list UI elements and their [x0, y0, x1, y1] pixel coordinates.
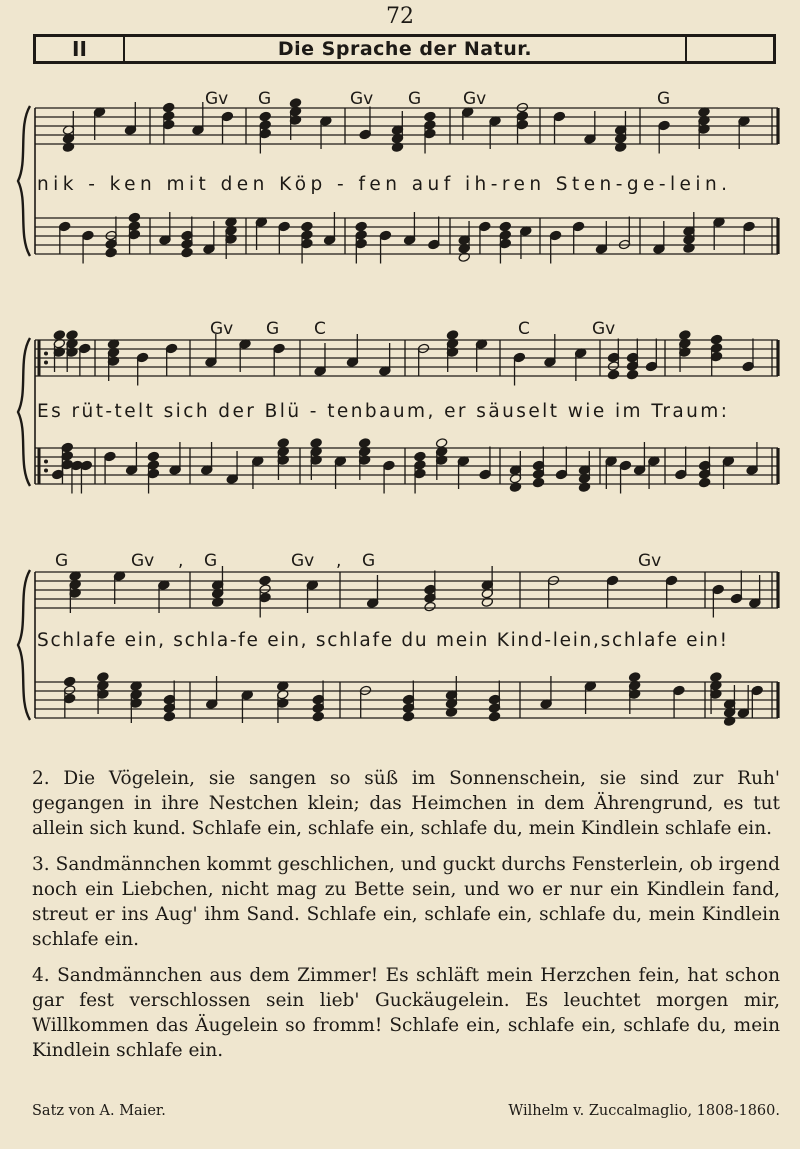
- verses: [32, 766, 780, 1074]
- chord-symbol: C: [314, 319, 326, 339]
- chord-symbol: G: [408, 89, 422, 109]
- chord-symbol: C: [518, 319, 530, 339]
- chord-symbol: Gv: [463, 89, 487, 109]
- repeat-dot: [44, 460, 48, 464]
- repeat-dot: [44, 352, 48, 356]
- chord-symbol: ,: [336, 551, 342, 571]
- chord-symbol: Gv: [291, 551, 315, 571]
- system-3: [18, 551, 778, 726]
- chord-symbol: Gv: [205, 89, 229, 109]
- note-head: [259, 111, 271, 122]
- song-title: Die Sprache der Natur.: [277, 38, 533, 60]
- note-head: [310, 438, 322, 449]
- verse-3: 3. Sandmännchen kommt geschlichen, und guckt durchs Fensterlein, ob irgend noch ein Liebchen, nicht mag zu Bette sein, und wo er nur ein Kindlein fand, streut er ins Aug' ihm Sand. Schlafe ein, schlafe ein, schlafe du, mein Kindlein schlafe ein.: [32, 854, 780, 950]
- note-head: [97, 672, 109, 683]
- chord-symbol: Gv: [638, 551, 662, 571]
- note-head: [424, 111, 436, 122]
- verse-4: 4. Sandmännchen aus dem Zimmer! Es schläft mein Herzchen fein, hat schon gar fest verschlossen sein lieb' Guckäugelein. Es leuchtet morgen mir, Willkommen das Äugelein so fromm! Schlafe ein, schlafe ein, schlafe du, mein Kindlein schlafe ein.: [32, 965, 780, 1061]
- note-head: [488, 711, 500, 722]
- chord-symbol: G: [204, 551, 218, 571]
- note-head: [355, 221, 367, 232]
- chord-symbol: Gv: [210, 319, 234, 339]
- lyrics-line: nik - ken mit den Köp - fen auf ih-ren Sten-ge-lein.: [37, 174, 728, 195]
- note-head: [607, 369, 619, 380]
- note-head: [626, 369, 638, 380]
- brace: [18, 570, 30, 720]
- note-head: [66, 330, 78, 341]
- note-head: [128, 212, 140, 223]
- page-number: 72: [386, 4, 414, 29]
- section-number: II: [36, 37, 125, 61]
- note-head: [402, 711, 414, 722]
- arranger-credit: Satz von A. Maier.: [32, 1103, 166, 1119]
- note-head: [710, 334, 722, 345]
- note-head: [312, 711, 324, 722]
- note-head: [162, 102, 174, 113]
- repeat-dot: [44, 361, 48, 365]
- note-head: [259, 575, 271, 586]
- note-head: [277, 438, 289, 449]
- note-head: [358, 438, 370, 449]
- brace: [18, 338, 30, 486]
- chord-symbol: G: [55, 551, 69, 571]
- chord-symbol: Gv: [131, 551, 155, 571]
- chord-symbol: G: [657, 89, 671, 109]
- chord-symbol: ,: [447, 319, 453, 339]
- chord-symbol: Gv: [592, 319, 616, 339]
- chord-symbol: G: [362, 551, 376, 571]
- author-credit: Wilhelm v. Zuccalmaglio, 1808-1860.: [508, 1103, 780, 1119]
- chord-symbol: G: [266, 319, 280, 339]
- note-head: [710, 672, 722, 683]
- note-head: [63, 676, 75, 687]
- note-head: [679, 330, 691, 341]
- note-head: [181, 247, 193, 258]
- note-head: [532, 477, 544, 488]
- note-head: [147, 451, 159, 462]
- brace: [18, 106, 30, 256]
- lyrics-line: Schlafe ein, schla-fe ein, schlafe du mein Kind-lein,schlafe ein!: [37, 630, 727, 651]
- note-head: [53, 330, 65, 341]
- note-head: [499, 221, 511, 232]
- note-head: [105, 247, 117, 258]
- chord-symbol: G: [258, 89, 272, 109]
- note-head: [424, 601, 436, 612]
- note-head: [163, 711, 175, 722]
- system-2: [18, 319, 778, 494]
- repeat-dot: [44, 469, 48, 473]
- note-head: [414, 451, 426, 462]
- system-1: [18, 89, 778, 264]
- chord-symbol: Gv: [350, 89, 374, 109]
- note-head: [698, 477, 710, 488]
- footer: [32, 1103, 780, 1119]
- lyrics-line: Es rüt-telt sich der Blü - tenbaum, er säuselt wie im Traum:: [37, 401, 727, 422]
- chord-symbol: ,: [178, 551, 184, 571]
- note-head: [301, 221, 313, 232]
- note-head: [289, 98, 301, 109]
- verse-2: 2. Die Vögelein, sie sangen so süß im Sonnenschein, sie sind zur Ruh' gegangen in ihre Nestchen klein; das Heimchen in dem Ährengrund, es tut allein sich kund. Schlafe ein, schlafe ein, schlafe du, mein Kindlein schlafe ein.: [32, 768, 780, 839]
- note-head: [435, 438, 447, 449]
- note-head: [628, 672, 640, 683]
